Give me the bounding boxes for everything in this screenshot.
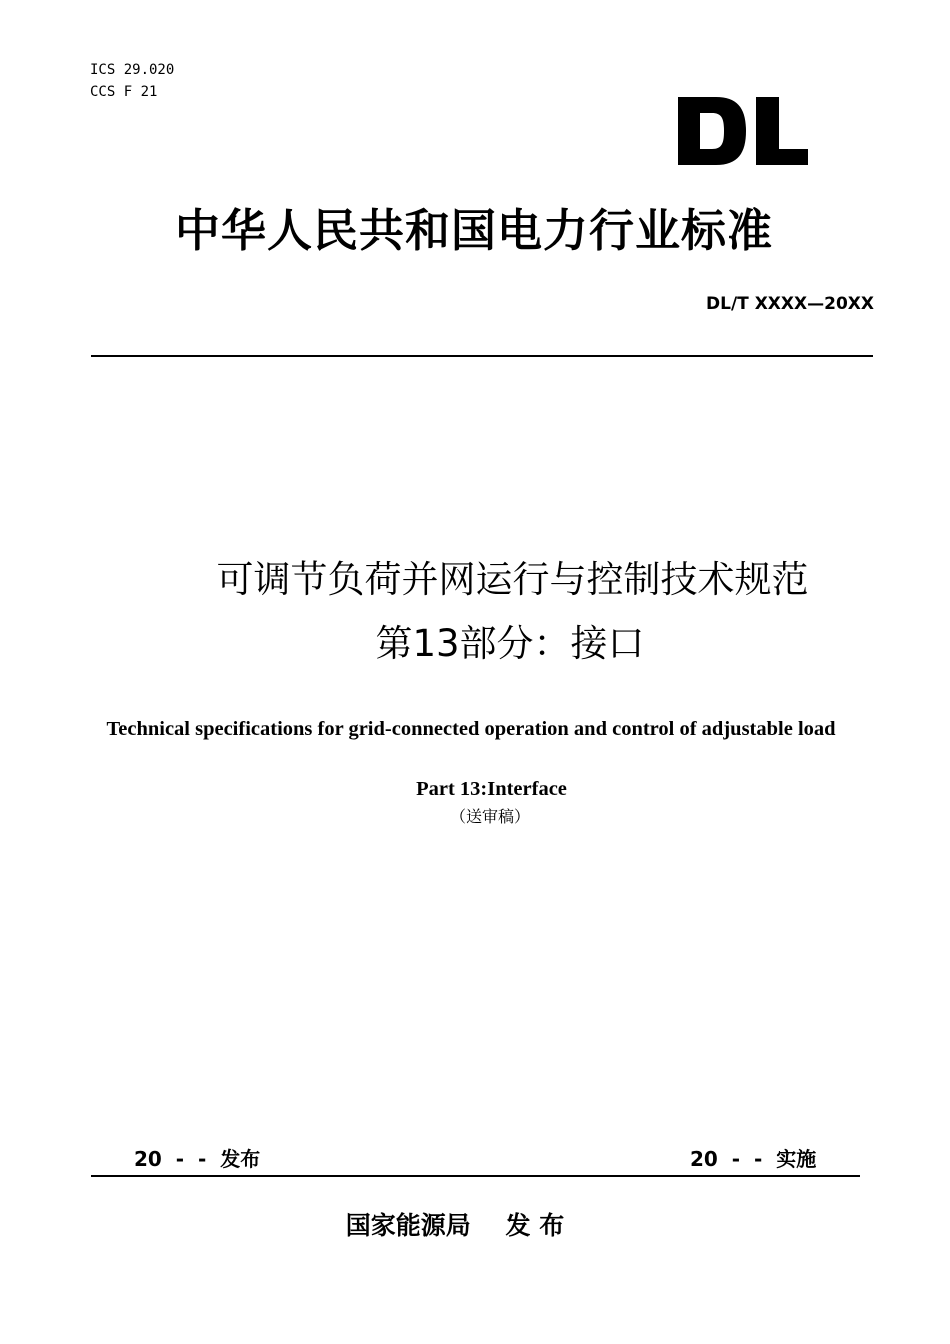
- publish-date: 20 - - 发布: [134, 1147, 261, 1171]
- implement-date: 20 - - 实施: [690, 1147, 817, 1171]
- ccs-code: CCS F 21: [90, 84, 158, 100]
- document-part-title-zh: 第13部分：接口: [375, 622, 645, 665]
- ics-code: ICS 29.020: [90, 62, 175, 78]
- top-divider: [91, 355, 873, 357]
- document-part-title-en: Part 13:Interface: [416, 778, 567, 800]
- draft-status: （送审稿）: [449, 807, 530, 826]
- document-title-en: Technical specifications for grid-connected operation and control of adjustable load: [106, 718, 836, 740]
- bottom-divider: [91, 1175, 860, 1177]
- document-title-zh: 可调节负荷并网运行与控制技术规范: [216, 558, 809, 601]
- standard-number: DL/T XXXX—20XX: [706, 294, 874, 314]
- publisher: 国家能源局 发 布: [345, 1211, 565, 1240]
- standard-category-title: 中华人民共和国电力行业标准: [174, 204, 773, 257]
- dl-logo: [676, 95, 810, 167]
